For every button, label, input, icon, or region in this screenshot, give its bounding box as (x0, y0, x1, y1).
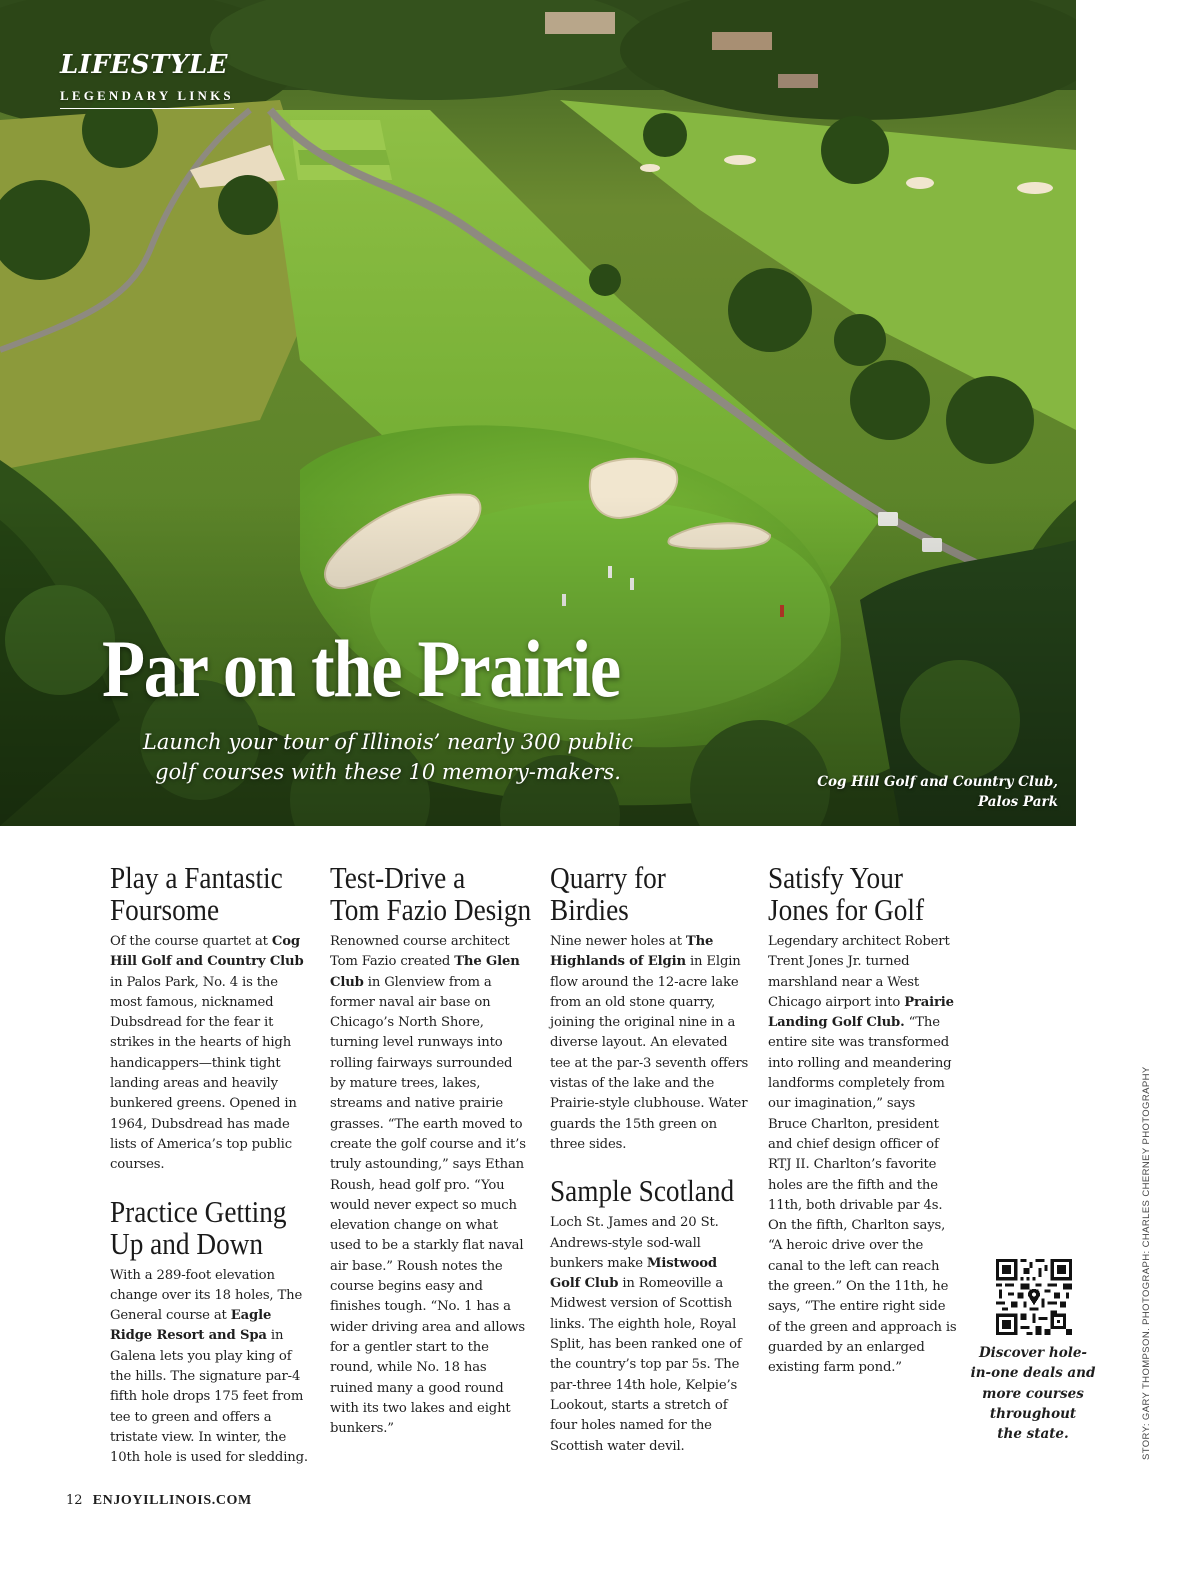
heading-line: Satisfy Your (768, 860, 903, 895)
article-dek (118, 727, 658, 787)
venue-name: The Highlands of Elgin (550, 934, 714, 970)
caption-line-2: Palos Park (978, 794, 1058, 810)
dek-line-1: Launch your tour of Illinois’ nearly 300 public (142, 730, 634, 754)
article-column-1 (110, 862, 310, 1469)
section-body: Renowned course architect Tom Fazio created The Glen Club in Glenview from a former naval air base on Chicago’s North Shore, turning level runways into rolling fairways surrounded by mature trees, lakes, streams and native prairie grasses. “The earth moved to create the golf course and it’s truly astounding,” says Ethan Roush, head golf pro. “You would never expect so much elevation change on what used to be a starkly flat naval air base.” Roush notes the course begins easy and finishes tough. “No. 1 has a wider driving area and allows for a gentler start to the round, while No. 18 has ruined many a good round with its two lakes and eight bunkers.” (330, 934, 526, 1437)
heading-line: Play a Fantastic (110, 860, 283, 895)
photo-caption (798, 772, 1058, 812)
hero-photo (0, 0, 1076, 826)
promo-line: throughout (989, 1405, 1077, 1422)
promo-line: in-one deals and (970, 1365, 1096, 1382)
section-heading (110, 1193, 312, 1261)
article-column-2 (330, 862, 530, 1439)
heading-line: Birdies (550, 892, 629, 927)
venue-name: The Glen Club (330, 954, 520, 990)
section-label: LIFESTYLE (60, 50, 229, 80)
qr-promo-text (966, 1343, 1100, 1444)
section-heading (550, 862, 752, 926)
promo-line: more courses (982, 1385, 1084, 1402)
photo-story-credit: STORY: GARY THOMPSON. PHOTOGRAPH: CHARLES CHERNEY PHOTOGRAPHY (1141, 1066, 1152, 1460)
caption-line-1: Cog Hill Golf and Country Club, (817, 774, 1058, 790)
heading-line: Practice Getting (110, 1193, 287, 1229)
dek-line-2: golf courses with these 10 memory-makers. (155, 760, 621, 784)
article-headline: Par on the Prairie (102, 623, 620, 714)
promo-line: Discover hole- (978, 1345, 1088, 1361)
article-column-4 (768, 862, 958, 1379)
venue-name: Cog Hill Golf and Country Club (110, 934, 304, 970)
venue-name: Prairie Landing Golf Club. (768, 994, 954, 1031)
heading-line: Quarry for (550, 860, 666, 895)
heading-line: Jones for Golf (768, 892, 925, 927)
section-body: Of the course quartet at Cog Hill Golf and Country Club in Palos Park, No. 4 is the most famous, nicknamed Dubsdread for the fear it strikes in the hearts of high handicappers—think tight landing areas and heavily bunkered greens. Opened in 1964, Dubsdread has made lists of America’s top public courses. (110, 934, 304, 1173)
venue-name: Mistwood Golf Club (550, 1255, 717, 1292)
section-body: Loch St. James and 20 St. Andrews-style sod-wall bunkers make Mistwood Golf Club in Romeoville a Midwest version of Scottish links. The eighth hole, Royal Split, has been ranked one of the country’s top par 5s. The par-three 14th hole, Kelpie’s Lookout, starts a stretch of four holes named for the Scottish water devil. (550, 1215, 742, 1454)
site-url[interactable]: ENJOYILLINOIS.COM (92, 1493, 252, 1508)
article-column-3 (550, 862, 750, 1457)
heading-line: Sample Scotland (550, 1173, 735, 1209)
section-heading (330, 862, 532, 926)
qr-code-icon[interactable] (996, 1259, 1072, 1335)
page-footer (66, 1493, 252, 1509)
venue-name: Eagle Ridge Resort and Spa (110, 1308, 272, 1344)
section-body: Legendary architect Robert Trent Jones Jr. turned marshland near a West Chicago airport into Prairie Landing Golf Club. “The entire site was transformed into rolling and meandering landforms completely from our imagination,” says Bruce Charlton, president and chief design officer of RTJ II. Charlton’s favorite holes are the fifth and the 11th, both drivable par 4s. On the fifth, Charlton says, “A heroic drive over the canal to the left can reach the green.” On the 11th, he says, “The entire right side of the green and approach is guarded by an enlarged existing farm pond.” (768, 934, 957, 1376)
section-body: Nine newer holes at The Highlands of Elgin in Elgin flow around the 12-acre lake from an old stone quarry, joining the original nine in a diverse layout. An elevated tee at the par-3 seventh offers vistas of the lake and the Prairie-style clubhouse. Water guards the 15th green on three sides. (550, 934, 749, 1152)
section-body: With a 289-foot elevation change over its 18 holes, The General course at Eagle Ridge Resort and Spa in Galena lets you play king of the hills. The signature par-4 fifth hole drops 175 feet from tee to green and offers a tristate view. In winter, the 10th hole is used for sledding. (110, 1267, 308, 1466)
section-sublabel: LEGENDARY LINKS (60, 88, 234, 109)
section-heading (550, 1175, 752, 1207)
section-heading (110, 862, 312, 926)
section-heading (768, 862, 970, 926)
heading-line: Foursome (110, 892, 220, 927)
heading-line: Test-Drive a (330, 860, 466, 895)
page-number: 12 (66, 1493, 83, 1508)
heading-line: Up and Down (110, 1225, 264, 1261)
promo-line: the state. (997, 1426, 1069, 1443)
heading-line: Tom Fazio Design (330, 892, 532, 927)
